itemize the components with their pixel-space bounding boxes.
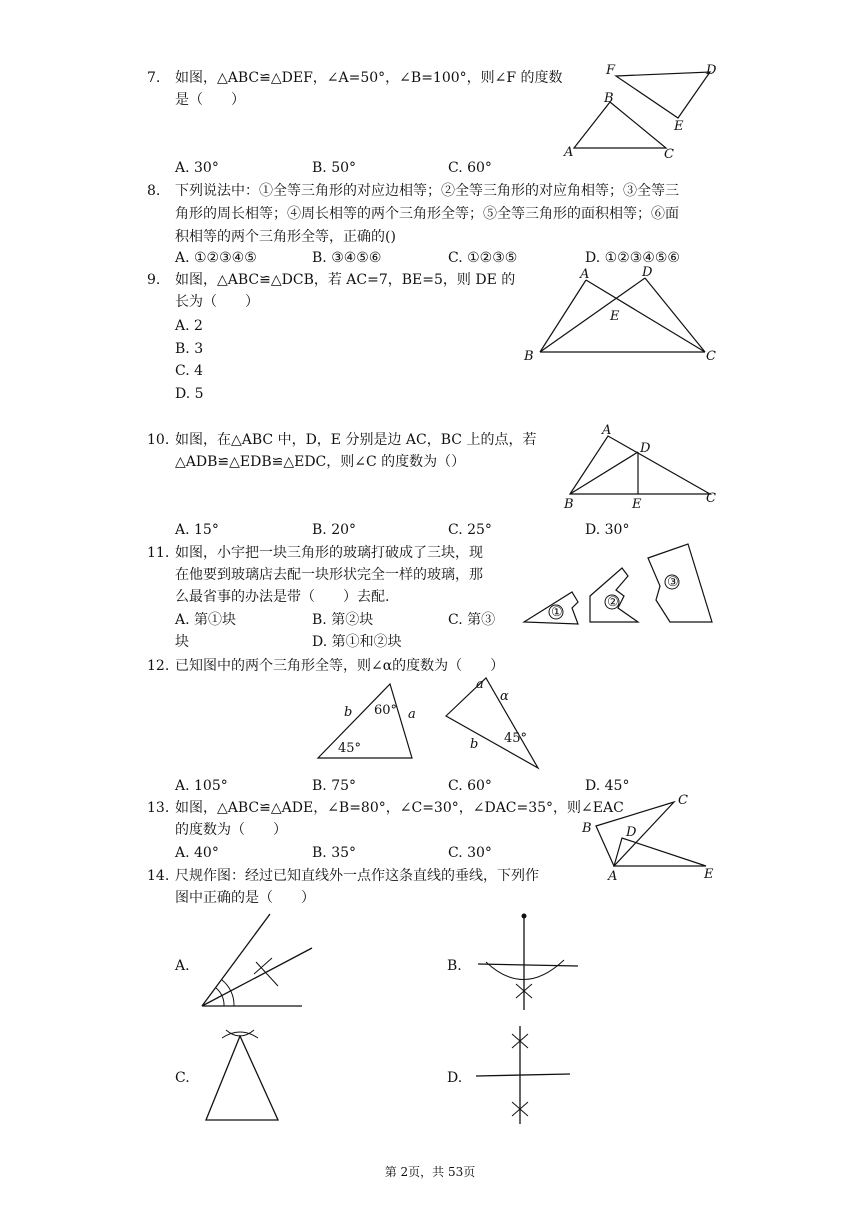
q12-label-60: 60° bbox=[374, 703, 398, 718]
q9-text-line1: 如图，△ABC≌△DCB，若 AC=7，BE=5，则 DE 的 bbox=[175, 272, 516, 288]
q10-text-line2: △ADB≌△EDB≌△EDC，则∠C 的度数为（） bbox=[175, 454, 466, 470]
q13-label-b: B bbox=[582, 821, 592, 836]
q7-option-b: B. 50° bbox=[312, 160, 357, 176]
q14-figure-c bbox=[200, 1026, 290, 1126]
q14-figure-a bbox=[196, 910, 316, 1015]
q12-label-b2: b bbox=[470, 737, 479, 752]
q14-figure-d bbox=[474, 1024, 574, 1128]
page-footer: 第 2页，共 53页 bbox=[384, 1165, 476, 1179]
q8-option-a: A. ①②③④⑤ bbox=[175, 250, 257, 266]
q7-label-a: A bbox=[564, 145, 574, 160]
q12-number: 12. bbox=[147, 658, 170, 674]
q12-text-line1: 已知图中的两个三角形全等，则∠α的度数为（ ） bbox=[175, 658, 505, 674]
q11-option-a: A. 第①块 bbox=[175, 612, 237, 628]
q8-number: 8. bbox=[147, 183, 161, 199]
q7-option-a: A. 30° bbox=[175, 160, 219, 176]
q8-option-c: C. ①②③⑤ bbox=[448, 250, 518, 266]
q12-label-a2: a bbox=[476, 677, 484, 692]
q11-text-line3: 么最省事的办法是带（ ）去配. bbox=[175, 589, 390, 605]
q7-figure bbox=[560, 60, 730, 160]
q8-text-line3: 积相等的两个三角形全等，正确的() bbox=[175, 229, 396, 245]
q9-label-b: B bbox=[524, 349, 534, 364]
q10-label-a: A bbox=[602, 423, 612, 438]
q11-number: 11. bbox=[147, 545, 170, 561]
q10-option-c: C. 25° bbox=[448, 522, 492, 538]
q8-option-d: D. ①②③④⑤⑥ bbox=[585, 250, 680, 266]
q9-option-d: D. 5 bbox=[175, 386, 204, 402]
q14-figure-b bbox=[474, 912, 584, 1012]
q11-label-1: ① bbox=[551, 605, 563, 620]
q9-number: 9. bbox=[147, 272, 161, 288]
q11-option-d: D. 第①和②块 bbox=[312, 634, 402, 650]
q10-label-e: E bbox=[632, 497, 642, 512]
q11-option-c-cont: 块 bbox=[175, 634, 189, 650]
q13-option-a: A. 40° bbox=[175, 845, 219, 861]
q13-label-e: E bbox=[704, 867, 714, 882]
q12-option-a: A. 105° bbox=[175, 778, 228, 794]
q11-text-line2: 在他要到玻璃店去配一块形状完全一样的玻璃，那 bbox=[175, 567, 483, 583]
q10-option-a: A. 15° bbox=[175, 522, 219, 538]
q13-label-d: D bbox=[626, 825, 637, 840]
q7-text-line2: 是（ ） bbox=[175, 92, 245, 108]
q13-option-c: C. 30° bbox=[448, 845, 492, 861]
q8-text-line2: 角形的周长相等；④周长相等的两个三角形全等；⑤全等三角形的面积相等；⑥面 bbox=[175, 206, 679, 222]
q14-option-b-label: B. bbox=[447, 958, 462, 974]
q12-label-45a: 45° bbox=[338, 741, 362, 756]
q12-label-alpha: α bbox=[500, 689, 509, 704]
q13-number: 13. bbox=[147, 800, 170, 816]
q7-text-line1: 如图，△ABC≌△DEF，∠A=50°，∠B=100°，则∠F 的度数 bbox=[175, 70, 563, 86]
q12-option-c: C. 60° bbox=[448, 778, 492, 794]
q10-label-b: B bbox=[564, 497, 574, 512]
q9-label-d: D bbox=[642, 265, 653, 280]
q12-label-b1: b bbox=[344, 705, 353, 720]
q11-option-c: C. 第③ bbox=[448, 612, 496, 628]
q14-number: 14. bbox=[147, 868, 170, 884]
q10-label-d: D bbox=[640, 441, 651, 456]
q13-text-line2: 的度数为（ ） bbox=[175, 822, 287, 838]
q9-option-a: A. 2 bbox=[175, 318, 203, 334]
q8-option-b: B. ③④⑤⑥ bbox=[312, 250, 382, 266]
q11-text-line1: 如图，小宇把一块三角形的玻璃打破成了三块，现 bbox=[175, 545, 483, 561]
q13-label-c: C bbox=[678, 793, 688, 808]
q7-label-d: D bbox=[706, 63, 717, 78]
q7-option-c: C. 60° bbox=[448, 160, 492, 176]
q14-option-d-label: D. bbox=[447, 1070, 463, 1086]
q13-text-line1: 如图，△ABC≌△ADE，∠B=80°，∠C=30°，∠DAC=35°，则∠EAC bbox=[175, 800, 624, 816]
q9-option-b: B. 3 bbox=[175, 341, 204, 357]
q7-label-b: B bbox=[604, 91, 614, 106]
q14-text-line2: 图中正确的是（ ） bbox=[175, 890, 315, 906]
q14-text-line1: 尺规作图：经过已知直线外一点作这条直线的垂线，下列作 bbox=[175, 868, 539, 884]
q14-option-a-label: A. bbox=[175, 958, 190, 974]
q12-option-d: D. 45° bbox=[585, 778, 630, 794]
q7-label-c: C bbox=[664, 147, 674, 162]
q9-option-c: C. 4 bbox=[175, 363, 204, 379]
q11-label-3: ③ bbox=[667, 575, 679, 590]
q13-label-a: A bbox=[608, 869, 618, 884]
q7-label-e: E bbox=[674, 119, 684, 134]
q13-option-b: B. 35° bbox=[312, 845, 357, 861]
q10-figure bbox=[560, 422, 720, 514]
q11-option-b: B. 第②块 bbox=[312, 612, 374, 628]
q9-label-a: A bbox=[580, 267, 590, 282]
q12-option-b: B. 75° bbox=[312, 778, 357, 794]
q10-label-c: C bbox=[706, 491, 716, 506]
q9-figure bbox=[520, 262, 720, 367]
q9-label-c: C bbox=[706, 349, 716, 364]
q10-option-b: B. 20° bbox=[312, 522, 357, 538]
q11-figure bbox=[520, 540, 720, 630]
q14-option-c-label: C. bbox=[175, 1070, 190, 1086]
q7-label-f: F bbox=[606, 63, 616, 78]
q12-label-45b: 45° bbox=[504, 731, 528, 746]
q12-figure bbox=[310, 676, 550, 776]
q8-text-line1: 下列说法中：①全等三角形的对应边相等；②全等三角形的对应角相等；③全等三 bbox=[175, 183, 679, 199]
q10-text-line1: 如图，在△ABC 中，D，E 分别是边 AC，BC 上的点，若 bbox=[175, 432, 537, 448]
q7-number: 7. bbox=[147, 70, 161, 86]
q11-label-2: ② bbox=[607, 595, 619, 610]
q10-option-d: D. 30° bbox=[585, 522, 630, 538]
q9-label-e: E bbox=[610, 309, 620, 324]
q10-number: 10. bbox=[147, 432, 170, 448]
q13-figure bbox=[578, 790, 718, 882]
q12-label-a1: a bbox=[408, 707, 416, 722]
q9-text-line2: 长为（ ） bbox=[175, 294, 259, 310]
